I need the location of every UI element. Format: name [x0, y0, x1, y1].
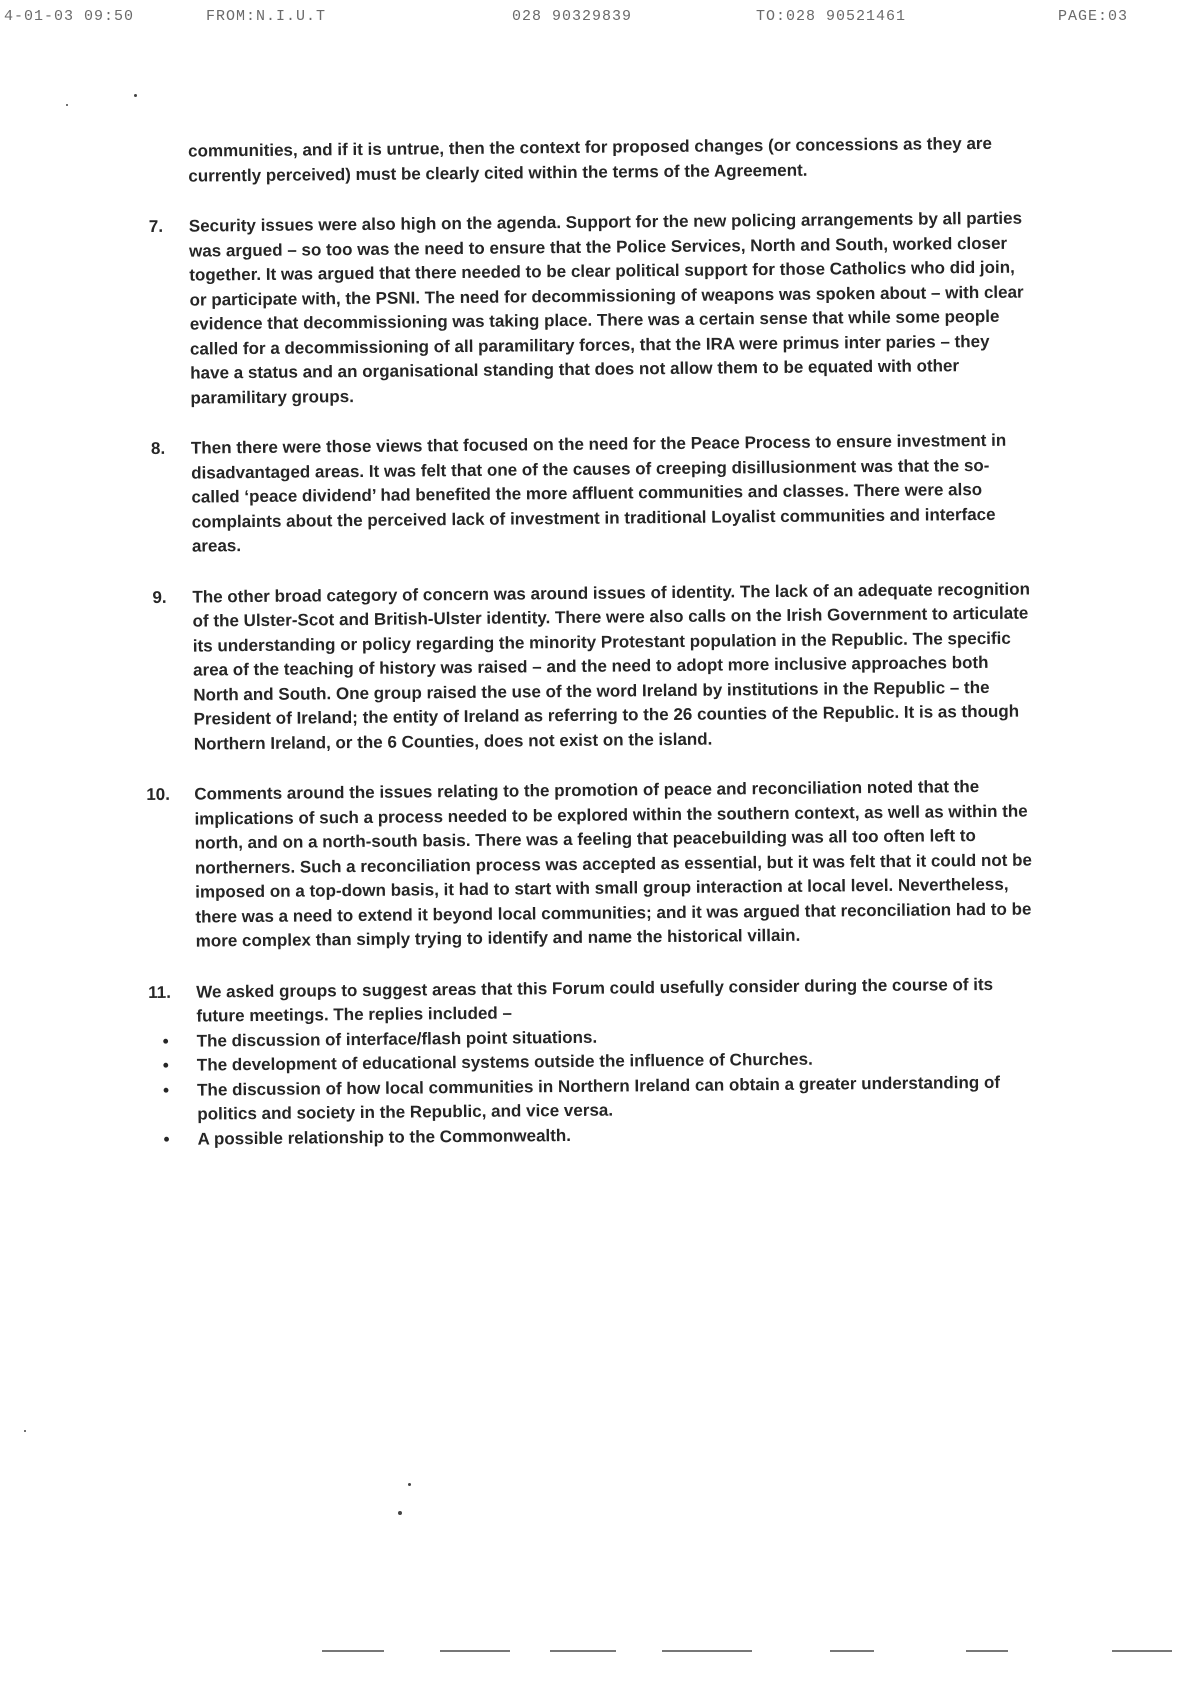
scan-speck: [398, 1511, 402, 1515]
paragraph-text: Security issues were also high on the agenda. Support for the new policing arrangements by all parties was argued – so too was the need to ensure that the Police Services, North and South, worked closer together. It was argued that there needed to be clear political support for those Catholics who did join, or participate with, the PSNI. The need for decommissioning of weapons was spoken about – with clear evidence that decommissioning was taking place. There was a certain sense that while some people called for a decommissioning of all paramilitary forces, that the IRA were primus inter paries – they have a status and an organisational standing that does not allow them to be equated with other paramilitary groups.: [188, 208, 1024, 408]
paragraph-text: Then there were those views that focused on the need for the Peace Process to ensure investment in disadvantaged areas. It was felt that one of the causes of creeping disillusionment was that the so-called ‘peace dividend’ had benefited the more affluent communities and classes. There were also complaints about the perceived lack of investment in traditional Loyalist communities and interface areas.: [190, 430, 1007, 556]
scan-line: [550, 1650, 616, 1652]
fax-date-time: 4-01-03 09:50: [4, 8, 135, 25]
fax-from-number: 028 90329839: [512, 8, 633, 25]
list-item-text: A possible relationship to the Commonwealth.: [197, 1125, 572, 1149]
scan-line: [830, 1650, 874, 1652]
fax-transmission-header: [0, 8, 1200, 30]
bullet-icon: •: [162, 1031, 169, 1051]
scan-line: [322, 1650, 384, 1652]
scan-line: [1112, 1650, 1172, 1652]
scan-line: [662, 1650, 752, 1652]
scan-line: [966, 1650, 1008, 1652]
bullet-icon: •: [163, 1080, 170, 1100]
paragraph-9: [152, 577, 1034, 757]
bullet-icon: •: [163, 1129, 170, 1149]
list-item-text: The discussion of interface/flash point situations.: [196, 1027, 598, 1051]
fax-from: FROM:N.I.U.T: [206, 8, 327, 25]
bullet-icon: •: [162, 1055, 169, 1075]
list-item-text: The discussion of how local communities in Northern Ireland can obtain a greater understanding of politics and society in the Republic, and vice versa.: [197, 1072, 1001, 1124]
paragraph-number: 8.: [150, 438, 166, 458]
fax-to: TO:028 90521461: [756, 8, 907, 25]
list-item-text: The development of educational systems outside the influence of Churches.: [196, 1049, 813, 1075]
paragraph-11: [148, 972, 1036, 1029]
paragraph-number: 10.: [146, 784, 171, 805]
paragraph-text: The other broad category of concern was around issues of identity. The lack of an adequate recognition of the Ulster-Scot and British-Ulster identity. There were also calls on the Irish Government to articulate its understanding or policy regarding the minority Protestant population in the Republic. The specific area of the teaching of history was raised – and the need to adopt more inclusive approaches both North and South. One group raised the use of the word Ireland by institutions in the Republic – the President of Ireland; the entity of Ireland as referring to the 26 counties of the Republic. It is as though Northern Ireland, or the 6 Counties, does not exist on the island.: [192, 579, 1031, 754]
continuation-paragraph: communities, and if it is untrue, then the context for proposed changes (or concessions as they are currently perceived) must be clearly cited within the terms of the Agreement.: [188, 133, 993, 186]
paragraph-10: [146, 775, 1036, 955]
document-page: [148, 132, 1038, 1152]
scan-speck: [134, 94, 137, 97]
paragraph-7: [149, 207, 1031, 411]
scan-speck: [24, 1430, 26, 1432]
scan-speck: [66, 104, 68, 106]
fax-page-number: PAGE:03: [1058, 8, 1129, 25]
paragraph-number: 7.: [148, 216, 164, 236]
paragraph-8: [151, 429, 1032, 560]
scan-speck: [408, 1483, 411, 1486]
scan-line: [440, 1650, 510, 1652]
forum-suggestions-list: [157, 1021, 1038, 1152]
paragraph-number: 9.: [152, 587, 167, 607]
list-item: [163, 1070, 1037, 1127]
paragraph-text: Comments around the issues relating to the promotion of peace and reconciliation noted that the implications of such a process needed to be explored within the southern context, as well as within the north, and on a north-south basis. There was a feeling that peacebuilding was all too often left to northerners. Such a reconciliation process was accepted as essential, but it was felt that it could not be imposed on a top-down basis, it had to start with small group interaction at local level. Nevertheless, there was a need to extend it beyond local communities; and it was argued that reconciliation had to be more complex than simply trying to identify and name the historical villain.: [194, 777, 1033, 951]
paragraph-number: 11.: [148, 982, 171, 1002]
paragraph-text: We asked groups to suggest areas that this Forum could usefully consider during the course of its future meetings. The replies included –: [196, 974, 994, 1026]
